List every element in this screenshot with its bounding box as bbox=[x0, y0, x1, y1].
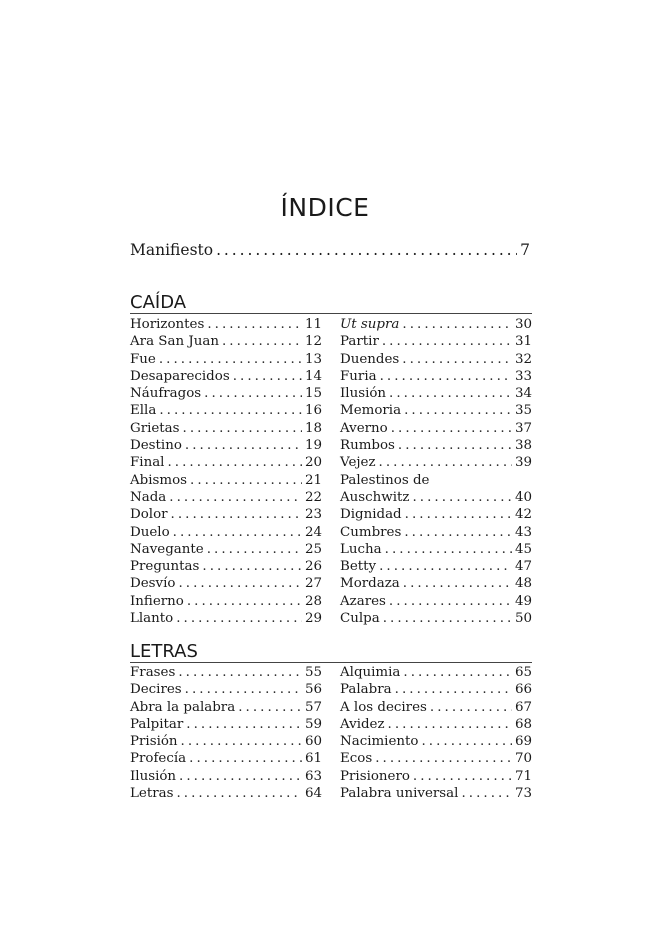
toc-entry-page: 15 bbox=[304, 386, 322, 402]
toc-entry-page: 45 bbox=[514, 541, 532, 557]
toc-entry-page: 38 bbox=[514, 438, 532, 454]
toc-entry-page: 63 bbox=[304, 768, 322, 784]
toc-entry-page: 31 bbox=[514, 334, 532, 350]
leader-dots bbox=[171, 506, 302, 523]
toc-entry-page: 23 bbox=[304, 507, 322, 523]
leader-dots bbox=[421, 733, 511, 750]
toc-column-letras-left bbox=[130, 664, 322, 802]
toc-entry-page: 66 bbox=[514, 682, 532, 698]
toc-entry[interactable] bbox=[130, 506, 322, 523]
leader-dots bbox=[403, 575, 512, 592]
toc-entry[interactable] bbox=[130, 472, 322, 489]
toc-entry-page: 26 bbox=[304, 559, 322, 575]
leader-dots bbox=[382, 333, 512, 350]
toc-entry-label: Ara San Juan bbox=[130, 334, 219, 350]
toc-entry-page: 47 bbox=[514, 559, 532, 575]
toc-column-letras-right bbox=[340, 664, 532, 802]
toc-entry-label: Prisionero bbox=[340, 768, 410, 784]
toc-entry[interactable] bbox=[130, 420, 322, 437]
toc-entry-label: Rumbos bbox=[340, 438, 395, 454]
toc-entry-page: 19 bbox=[304, 438, 322, 454]
toc-entry-page: 24 bbox=[304, 524, 322, 540]
toc-entry-label: Letras bbox=[130, 786, 174, 802]
toc-entry-page: 56 bbox=[304, 682, 322, 698]
leader-dots bbox=[216, 241, 517, 259]
leader-dots bbox=[412, 489, 511, 506]
toc-entry-label: Final bbox=[130, 455, 165, 471]
toc-entry[interactable] bbox=[340, 506, 532, 523]
toc-entry-label: Llanto bbox=[130, 611, 174, 627]
toc-entry-label: Preguntas bbox=[130, 559, 200, 575]
leader-dots bbox=[402, 316, 512, 333]
toc-entry-page: 18 bbox=[304, 420, 322, 436]
toc-entry[interactable] bbox=[340, 368, 532, 385]
toc-entry-label: Nacimiento bbox=[340, 734, 419, 750]
toc-entry-label: Cumbres bbox=[340, 524, 402, 540]
leader-dots bbox=[405, 506, 512, 523]
toc-entry-label: Desvío bbox=[130, 576, 176, 592]
leader-dots bbox=[186, 716, 302, 733]
toc-entry[interactable] bbox=[130, 385, 322, 402]
leader-dots bbox=[183, 420, 302, 437]
leader-dots bbox=[176, 610, 302, 627]
toc-entry-label: Manifiesto bbox=[130, 241, 214, 259]
toc-entry-page: 67 bbox=[514, 699, 532, 715]
leader-dots bbox=[461, 785, 512, 802]
toc-entry[interactable] bbox=[130, 699, 322, 716]
toc-entry[interactable] bbox=[340, 733, 532, 750]
toc-entry[interactable] bbox=[340, 402, 532, 419]
toc-entry-label: Furia bbox=[340, 368, 377, 384]
toc-entry[interactable] bbox=[130, 785, 322, 802]
leader-dots bbox=[185, 437, 302, 454]
leader-dots bbox=[391, 420, 512, 437]
toc-entry-label: Palabra universal bbox=[340, 786, 459, 802]
toc-entry-page: 13 bbox=[304, 351, 322, 367]
toc-entry-label: Abismos bbox=[130, 472, 188, 488]
section-heading-letras: LETRAS bbox=[130, 642, 532, 663]
toc-entry-page: 70 bbox=[514, 751, 532, 767]
section-heading-caida: CAÍDA bbox=[130, 293, 532, 314]
toc-entry-page: 25 bbox=[304, 541, 322, 557]
leader-dots bbox=[385, 541, 512, 558]
toc-entry-label: Culpa bbox=[340, 611, 380, 627]
toc-entry-label: Duelo bbox=[130, 524, 170, 540]
toc-entry[interactable] bbox=[340, 785, 532, 802]
toc-entry[interactable] bbox=[130, 716, 322, 733]
toc-entry[interactable] bbox=[130, 558, 322, 575]
toc-entry-label: Memoria bbox=[340, 403, 402, 419]
toc-entry-label: Dignidad bbox=[340, 507, 402, 523]
toc-entry[interactable] bbox=[340, 664, 532, 681]
leader-dots bbox=[395, 681, 512, 698]
toc-entry-label: Decires bbox=[130, 682, 182, 698]
leader-dots bbox=[388, 716, 512, 733]
toc-entry-page: 20 bbox=[304, 455, 322, 471]
toc-entry-label: Ilusión bbox=[130, 768, 177, 784]
toc-entry-page: 40 bbox=[514, 489, 532, 505]
leader-dots bbox=[159, 402, 302, 419]
toc-entry[interactable] bbox=[340, 489, 532, 506]
toc-entry-page: 12 bbox=[304, 334, 322, 350]
leader-dots bbox=[398, 437, 512, 454]
leader-dots bbox=[380, 368, 512, 385]
leader-dots bbox=[178, 664, 302, 681]
toc-entry-page: 34 bbox=[514, 386, 532, 402]
toc-entry-page: 57 bbox=[304, 699, 322, 715]
leader-dots bbox=[207, 316, 302, 333]
toc-entry[interactable] bbox=[340, 768, 532, 785]
toc-entry[interactable] bbox=[130, 437, 322, 454]
toc-entry-page: 65 bbox=[514, 665, 532, 680]
toc-entry-label: Frases bbox=[130, 665, 176, 680]
toc-entry[interactable] bbox=[130, 333, 322, 350]
leader-dots bbox=[190, 472, 302, 489]
toc-entry-label: Fue bbox=[130, 351, 156, 367]
leader-dots bbox=[202, 558, 302, 575]
toc-column-caida-right bbox=[340, 316, 532, 627]
toc-entry-label: Destino bbox=[130, 438, 182, 454]
toc-entry[interactable] bbox=[130, 524, 322, 541]
toc-entry-page: 42 bbox=[514, 507, 532, 523]
toc-entry-page: 35 bbox=[514, 403, 532, 419]
toc-entry[interactable] bbox=[130, 402, 322, 419]
leader-dots bbox=[233, 368, 302, 385]
toc-column-caida-left bbox=[130, 316, 322, 627]
toc-entry[interactable] bbox=[340, 524, 532, 541]
toc-entry-label: Ecos bbox=[340, 751, 373, 767]
toc-entry-label: Partir bbox=[340, 334, 379, 350]
toc-entry[interactable] bbox=[130, 541, 322, 558]
toc-entry-page: 27 bbox=[304, 576, 322, 592]
toc-entry[interactable] bbox=[130, 750, 322, 767]
toc-entry[interactable] bbox=[340, 316, 532, 333]
leader-dots bbox=[403, 664, 512, 681]
toc-entry[interactable] bbox=[340, 454, 532, 471]
toc-entry-label: Ut supra bbox=[340, 317, 400, 332]
leader-dots bbox=[169, 489, 302, 506]
toc-entry-page: 11 bbox=[304, 317, 322, 332]
toc-entry-label: Nada bbox=[130, 489, 167, 505]
leader-dots bbox=[375, 750, 512, 767]
leader-dots bbox=[379, 558, 512, 575]
leader-dots bbox=[179, 768, 302, 785]
toc-entry-page: 16 bbox=[304, 403, 322, 419]
toc-entry-page: 64 bbox=[304, 786, 322, 802]
toc-entry-label: Dolor bbox=[130, 507, 168, 523]
leader-dots bbox=[185, 681, 302, 698]
toc-entry[interactable] bbox=[340, 575, 532, 592]
leader-dots bbox=[404, 524, 512, 541]
toc-entry-page: 60 bbox=[304, 734, 322, 750]
toc-entry-page: 55 bbox=[304, 665, 322, 680]
toc-entry[interactable] bbox=[130, 489, 322, 506]
leader-dots bbox=[389, 593, 512, 610]
toc-entry-label: Mordaza bbox=[340, 576, 400, 592]
toc-entry[interactable] bbox=[340, 541, 532, 558]
toc-entry[interactable] bbox=[340, 420, 532, 437]
toc-entry-label: Lucha bbox=[340, 541, 382, 557]
toc-entry-page: 43 bbox=[514, 524, 532, 540]
toc-entry-label: Infierno bbox=[130, 593, 184, 609]
leader-dots bbox=[159, 351, 302, 368]
toc-entry-label: Palestinos de bbox=[340, 472, 430, 488]
leader-dots bbox=[167, 454, 301, 471]
toc-entry-label: Desaparecidos bbox=[130, 368, 230, 384]
toc-entry-page: 21 bbox=[304, 472, 322, 488]
leader-dots bbox=[413, 768, 512, 785]
toc-entry[interactable] bbox=[340, 681, 532, 698]
toc-entry[interactable] bbox=[340, 385, 532, 402]
toc-entry-label: Prisión bbox=[130, 734, 178, 750]
toc-entry-label: Navegante bbox=[130, 541, 204, 557]
toc-entry-page: 49 bbox=[514, 593, 532, 609]
toc-entry-page: 32 bbox=[514, 351, 532, 367]
toc-entry[interactable] bbox=[340, 593, 532, 610]
leader-dots bbox=[176, 785, 301, 802]
toc-entry-page: 68 bbox=[514, 716, 532, 732]
toc-entry-page: 59 bbox=[304, 716, 322, 732]
leader-dots bbox=[207, 541, 302, 558]
toc-entry[interactable] bbox=[340, 437, 532, 454]
toc-entry-label: Ilusión bbox=[340, 386, 387, 402]
toc-entry-page: 14 bbox=[304, 368, 322, 384]
toc-entry-label: Náufragos bbox=[130, 386, 202, 402]
toc-entry[interactable] bbox=[340, 610, 532, 627]
leader-dots bbox=[178, 575, 302, 592]
toc-entry-page: 50 bbox=[514, 611, 532, 627]
page-title: ÍNDICE bbox=[280, 193, 370, 222]
leader-dots bbox=[238, 699, 302, 716]
toc-entry[interactable] bbox=[340, 699, 532, 716]
toc-entry-label: Avidez bbox=[340, 716, 385, 732]
leader-dots bbox=[204, 385, 302, 402]
toc-entry-page: 7 bbox=[520, 241, 530, 259]
toc-entry-label: A los decires bbox=[340, 699, 427, 715]
toc-entry-label: Vejez bbox=[340, 455, 376, 471]
leader-dots bbox=[189, 750, 302, 767]
toc-entry-label: Ella bbox=[130, 403, 157, 419]
toc-entry[interactable] bbox=[130, 316, 322, 333]
toc-entry[interactable] bbox=[340, 750, 532, 767]
toc-entry[interactable] bbox=[130, 610, 322, 627]
toc-entry-label: Betty bbox=[340, 559, 377, 575]
toc-entry-page: 69 bbox=[514, 734, 532, 750]
toc-entry-label: Auschwitz bbox=[340, 489, 410, 505]
toc-entry[interactable] bbox=[130, 593, 322, 610]
leader-dots bbox=[187, 593, 302, 610]
leader-dots bbox=[383, 610, 512, 627]
toc-entry-page: 28 bbox=[304, 593, 322, 609]
toc-entry-manifiesto[interactable] bbox=[130, 241, 530, 259]
toc-entry[interactable] bbox=[130, 681, 322, 698]
toc-entry[interactable] bbox=[130, 575, 322, 592]
toc-entry[interactable] bbox=[130, 768, 322, 785]
leader-dots bbox=[222, 333, 302, 350]
toc-entry-label: Azares bbox=[340, 593, 386, 609]
toc-entry[interactable] bbox=[130, 351, 322, 368]
toc-entry-page: 73 bbox=[514, 786, 532, 802]
toc-entry-page: 29 bbox=[304, 611, 322, 627]
toc-entry[interactable] bbox=[340, 716, 532, 733]
leader-dots bbox=[379, 454, 512, 471]
leader-dots bbox=[402, 351, 512, 368]
leader-dots bbox=[430, 699, 512, 716]
toc-entry[interactable] bbox=[340, 333, 532, 350]
toc-entry-label: Alquimia bbox=[340, 665, 401, 680]
toc-entry-page: 71 bbox=[514, 768, 532, 784]
toc-entry-page: 37 bbox=[514, 420, 532, 436]
toc-entry[interactable] bbox=[340, 351, 532, 368]
toc-entry[interactable] bbox=[130, 454, 322, 471]
toc-entry-label: Horizontes bbox=[130, 317, 205, 332]
toc-entry-page: 48 bbox=[514, 576, 532, 592]
toc-entry-page: 61 bbox=[304, 751, 322, 767]
toc-entry[interactable] bbox=[130, 368, 322, 385]
leader-dots bbox=[173, 524, 302, 541]
toc-entry-label: Palpitar bbox=[130, 716, 184, 732]
toc-entry-page: 30 bbox=[514, 317, 532, 332]
leader-dots bbox=[389, 385, 512, 402]
toc-entry-label: Duendes bbox=[340, 351, 400, 367]
toc-entry-page: 39 bbox=[514, 455, 532, 471]
toc-entry-page: 22 bbox=[304, 489, 322, 505]
toc-entry[interactable] bbox=[130, 664, 322, 681]
toc-entry-page: 33 bbox=[514, 368, 532, 384]
leader-dots bbox=[181, 733, 302, 750]
leader-dots bbox=[404, 402, 512, 419]
toc-entry[interactable] bbox=[130, 733, 322, 750]
toc-entry-label: Profecía bbox=[130, 751, 187, 767]
toc-entry-label: Palabra bbox=[340, 682, 392, 698]
toc-entry-label: Grietas bbox=[130, 420, 180, 436]
toc-entry[interactable] bbox=[340, 472, 532, 489]
toc-entry[interactable] bbox=[340, 558, 532, 575]
toc-entry-label: Averno bbox=[340, 420, 388, 436]
toc-entry-label: Abra la palabra bbox=[130, 699, 236, 715]
